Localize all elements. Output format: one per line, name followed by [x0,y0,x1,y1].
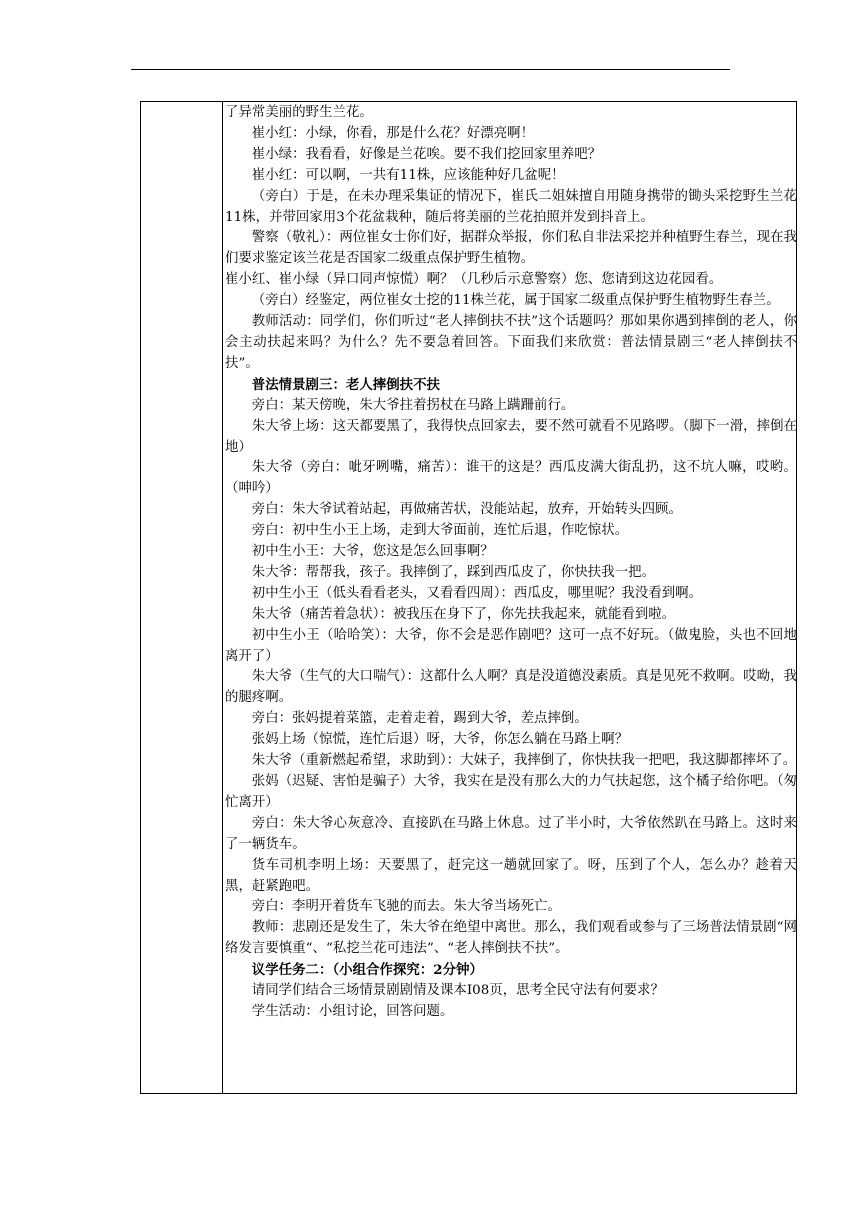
lesson-paragraph: 请同学们结合三场情景剧剧情及课本I08页，思考全民守法有何要求？ [251,983,665,999]
lesson-paragraph: 旁白：朱大爷试着站起，再做痛苦状，没能站起，放弃，开始转头四顾。 [251,502,682,518]
lesson-paragraph: （旁白）经鉴定，两位崔女士挖的11株兰花，属于国家二级重点保护野生植物野生春兰。 [251,293,780,309]
lesson-paragraph: 朱大爷（旁白：呲牙咧嘴，痛苦）：谁干的这是？西瓜皮满大街乱扔，这不坑人嘛，哎哟。（呻吟） [225,460,797,497]
lesson-paragraph: 旁白：某天傍晚，朱大爷拄着拐杖在马路上蹒跚前行。 [251,397,575,413]
lesson-paragraph: 教师活动：同学们，你们听过“老人摔倒扶不扶”这个话题吗？那如果你遇到摔倒的老人，你会主动扶起来吗？为什么？先不要急着回答。下面我们来欣赏：普法情景剧三“老人摔倒扶不扶”。 [225,314,797,371]
lesson-paragraph: 旁白：李明开着货车飞驰的而去。朱大爷当场死亡。 [251,899,561,915]
lesson-plan-table [140,101,797,1094]
lesson-paragraph: 初中生小王（低头看看老头，又看看四周）：西瓜皮，哪里呢？我没看到啊。 [251,585,703,601]
lesson-paragraph: 朱大爷上场：这天都要黑了，我得快点回家去，要不然可就看不见路啰。（脚下一滑，摔倒在地） [225,418,797,455]
lesson-paragraph: 初中生小王（哈哈笑）：大爷，你不会是恶作剧吧？这可一点不好玩。（做鬼脸，头也不回地离开了） [225,627,797,664]
lesson-paragraph: 学生活动：小组讨论，回答问题。 [251,1003,454,1019]
section-heading: 议学任务二：（小组合作探究：2分钟） [251,962,483,979]
lesson-paragraph: 朱大爷（生气的大口喘气）：这都什么人啊？真是没道德没素质。真是见死不救啊。哎呦，我的腿疼啊。 [225,669,797,706]
lesson-paragraph: 张妈（迟疑、害怕是骗子）大爷，我实在是没有那么大的力气扶起您，这个橘子给你吧。（匆忙离开） [225,774,797,810]
lesson-paragraph: （旁白）于是，在未办理采集证的情况下，崔氏二姐妹擅自用随身携带的锄头采挖野生兰花11株，并带回家用3个花盆栽种，随后将美丽的兰花拍照并发到抖音上。 [225,188,797,225]
lesson-content-cell [225,103,797,1023]
lesson-paragraph: 旁白：张妈提着菜篮，走着走着，踢到大爷，差点摔倒。 [251,711,588,727]
lesson-paragraph: 张妈上场（惊慌，连忙后退）呀，大爷，你怎么躺在马路上啊？ [251,732,629,748]
lesson-paragraph: 旁白：朱大爷心灰意冷、直接趴在马路上休息。过了半小时，大爷依然趴在马路上。这时来了一辆货车。 [225,815,797,852]
lesson-paragraph: 崔小红、崔小绿（异口同声惊慌）啊？（几秒后示意警察）您、您请到这边花园看。 [225,272,723,288]
lesson-paragraph: 旁白：初中生小王上场，走到大爷面前，连忙后退，作吃惊状。 [251,523,629,539]
lesson-paragraph: 初中生小王：大爷，您这是怎么回事啊？ [251,544,494,560]
lesson-paragraph: 崔小红：小绿，你看，那是什么花？好漂亮啊！ [251,125,535,141]
lesson-paragraph: 货车司机李明上场：天要黑了，赶完这一趟就回家了。呀，压到了个人，怎么办？趁着天黑，赶紧跑吧。 [225,857,797,894]
lesson-paragraph: 朱大爷：帮帮我，孩子。我摔倒了，踩到西瓜皮了，你快扶我一把。 [251,564,656,580]
lesson-paragraph: 朱大爷（痛苦着急状）：被我压在身下了，你先扶我起来，就能看到啦。 [251,606,676,622]
section-heading: 普法情景剧三：老人摔倒扶不扶 [251,376,440,393]
lesson-paragraph: 崔小绿：我看看，好像是兰花唉。要不我们挖回家里养吧？ [251,146,602,162]
page-header-rule [131,69,730,70]
lesson-paragraph: 朱大爷（重新燃起希望，求助到）：大妹子，我摔倒了，你快扶我一把吧，我这脚都摔坏了。 [251,753,797,769]
lesson-paragraph: 崔小红：可以啊，一共有11株，应该能种好几盆呢！ [251,167,565,183]
lesson-paragraph: 警察（敬礼）：两位崔女士你们好，据群众举报，你们私自非法采挖并种植野生春兰，现在我们要求鉴定该兰花是否国家二级重点保护野生植物。 [225,230,797,267]
lesson-paragraph: 教师：悲剧还是发生了，朱大爷在绝望中离世。那么，我们观看或参与了三场普法情景剧“网络发言要慎重“、“私挖兰花可违法”、“老人摔倒扶不扶”。 [225,920,797,957]
table-left-column [141,102,223,1093]
lesson-paragraph: 了异常美丽的野生兰花。 [225,105,373,120]
